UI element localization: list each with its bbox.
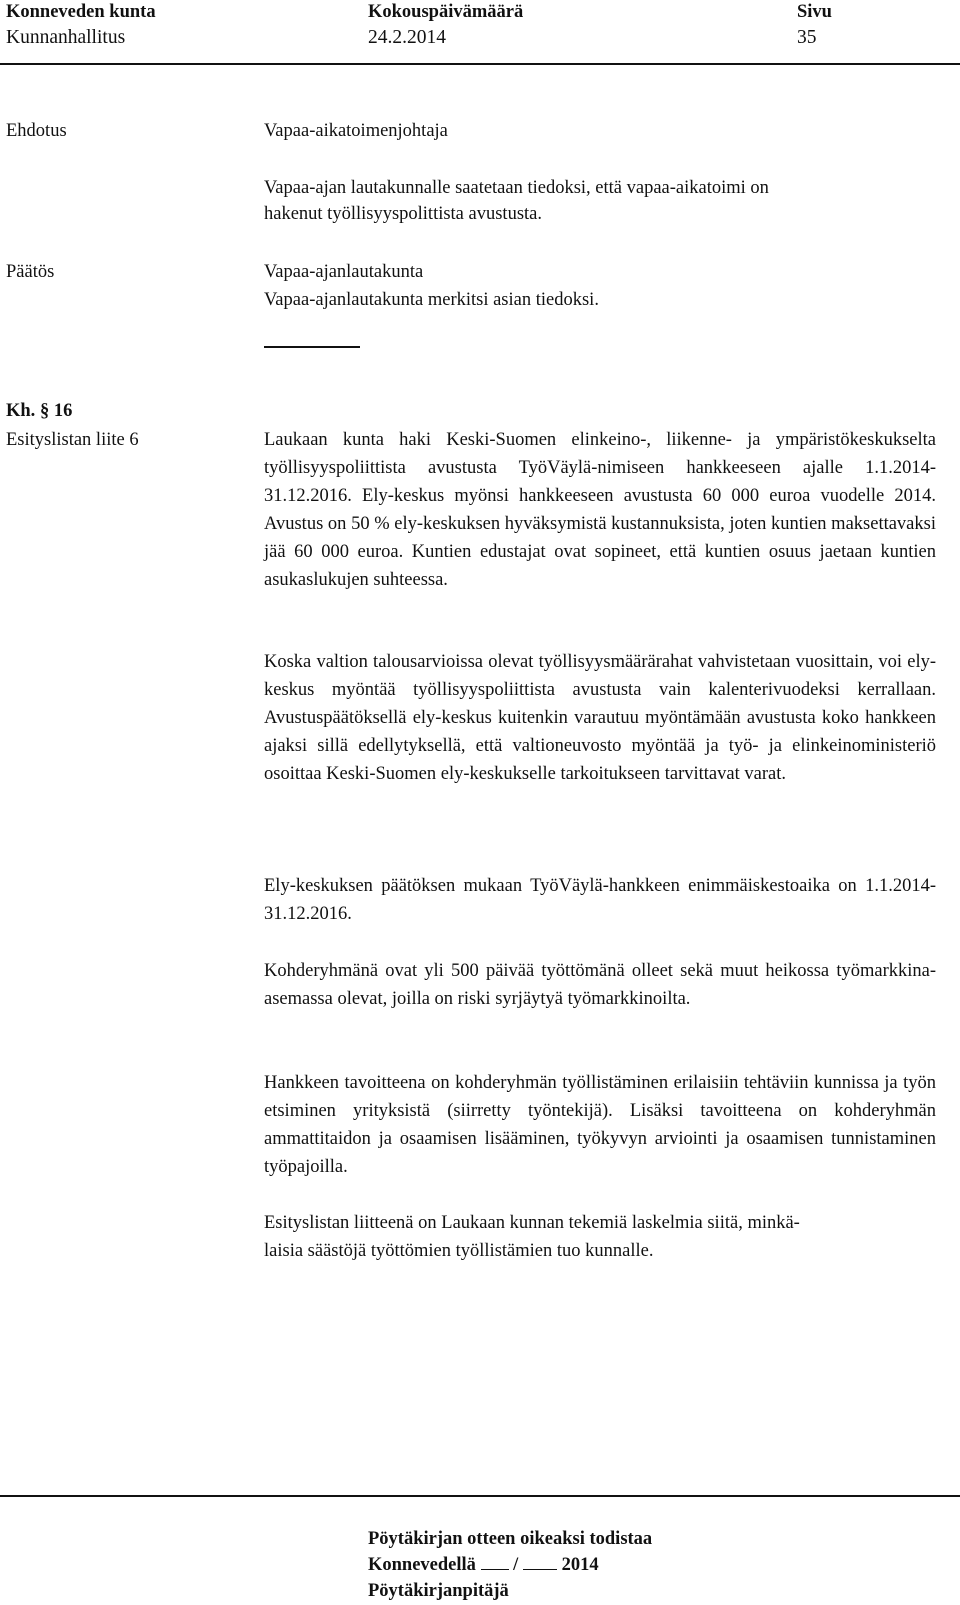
paragraph-5: Hankkeen tavoitteena on kohderyhmän työllistäminen erilaisiin tehtäviin kunnissa ja työn etsiminen yrityksistä (siirretty työntekijä). Lisäksi tavoitteena on kohderyhmän ammattitaidon ja osaamisen lisääminen, työkyvyn arviointi ja osaamisen tunnistaminen työpajoilla. — [264, 1073, 936, 1177]
paragraph-6-line2: laisia säästöjä työttömien työllistämien tuo kunnalle. — [264, 1241, 654, 1261]
section-number: 16 — [53, 401, 73, 421]
signer-title: Pöytäkirjanpitäjä — [368, 1581, 509, 1601]
proposal-text-line2: hakenut työllisyyspolittista avustusta. — [264, 204, 542, 224]
meeting-date: 24.2.2014 — [368, 27, 446, 48]
section-symbol: § — [39, 401, 50, 421]
section-prefix: Kh. — [6, 401, 36, 421]
certification-place: Konnevedellä — [368, 1555, 476, 1575]
municipality-name: Konneveden kunta — [6, 2, 156, 22]
decision-body: Vapaa-ajanlautakunta — [264, 262, 424, 282]
paragraph-1: Laukaan kunta haki Keski-Suomen elinkeino-, liikenne- ja ympäristökeskukselta työllisyyspoliittista avustusta TyöVäylä-nimiseen hankkeeseen ajalle 1.1.2014-31.12.2016. Ely-keskus myönsi hankkeeseen avustusta 60 000 euroa vuodelle 2014. Avustus on 50 % ely-keskuksen hyväksymistä kustannuksista, joten kuntien maksettavaksi jää 60 000 euroa. Kuntien edustajat ovat sopineet, että kuntien osuus jaetaan kuntien asukaslukujen suhteessa. — [264, 430, 936, 590]
page-label: Sivu — [797, 2, 832, 22]
paragraph-4: Kohderyhmänä ovat yli 500 päivää työttömänä olleet sekä muut heikossa työmarkkina-asemassa olevat, joilla on riski syrjäytyä työmarkkinoilta. — [264, 961, 936, 1009]
decision-separator — [264, 346, 360, 348]
header-divider — [0, 63, 960, 65]
certification-place-date — [368, 1551, 599, 1579]
paragraph-2: Koska valtion talousarvioissa olevat työllisyysmäärärahat vahvistetaan vuosittain, voi ely-keskus myöntää työllisyyspoliittista avustusta vain kalenterivuodeksi kerrallaan. Avustuspäätöksellä ely-keskus kuitenkin varautuu myöntämään avustusta koko hankkeen ajaksi sillä edellytyksellä, että valtioneuvosto myöntää ja työ- ja elinkeinoministeriö osoittaa Keski-Suomen ely-keskukselle tarkoitukseen tarvittavat varat. — [264, 652, 936, 784]
day-blank — [481, 1551, 509, 1570]
body-name: Kunnanhallitus — [6, 27, 126, 48]
proposal-text-line1: Vapaa-ajan lautakunnalle saatetaan tiedoksi, että vapaa-aikatoimi on — [264, 178, 769, 198]
month-blank — [523, 1551, 557, 1570]
date-separator: / — [513, 1555, 519, 1575]
proposal-presenter: Vapaa-aikatoimenjohtaja — [264, 121, 448, 141]
paragraph-3: Ely-keskuksen päätöksen mukaan TyöVäylä-hankkeen enimmäiskestoaika on 1.1.2014-31.12.2016. — [264, 876, 936, 924]
footer-divider — [0, 1495, 960, 1497]
page-number: 35 — [797, 27, 817, 48]
decision-text: Vapaa-ajanlautakunta merkitsi asian tiedoksi. — [264, 290, 599, 310]
certification-year: 2014 — [561, 1555, 599, 1575]
certification-text: Pöytäkirjan otteen oikeaksi todistaa — [368, 1529, 653, 1549]
proposal-label: Ehdotus — [6, 121, 67, 141]
decision-label: Päätös — [6, 262, 55, 282]
attachment-label: Esityslistan liite 6 — [6, 430, 139, 450]
meeting-date-label: Kokouspäivämäärä — [368, 2, 524, 22]
paragraph-6-line1: Esityslistan liitteenä on Laukaan kunnan tekemiä laskelmia siitä, minkä- — [264, 1213, 800, 1233]
section-heading — [6, 397, 72, 425]
